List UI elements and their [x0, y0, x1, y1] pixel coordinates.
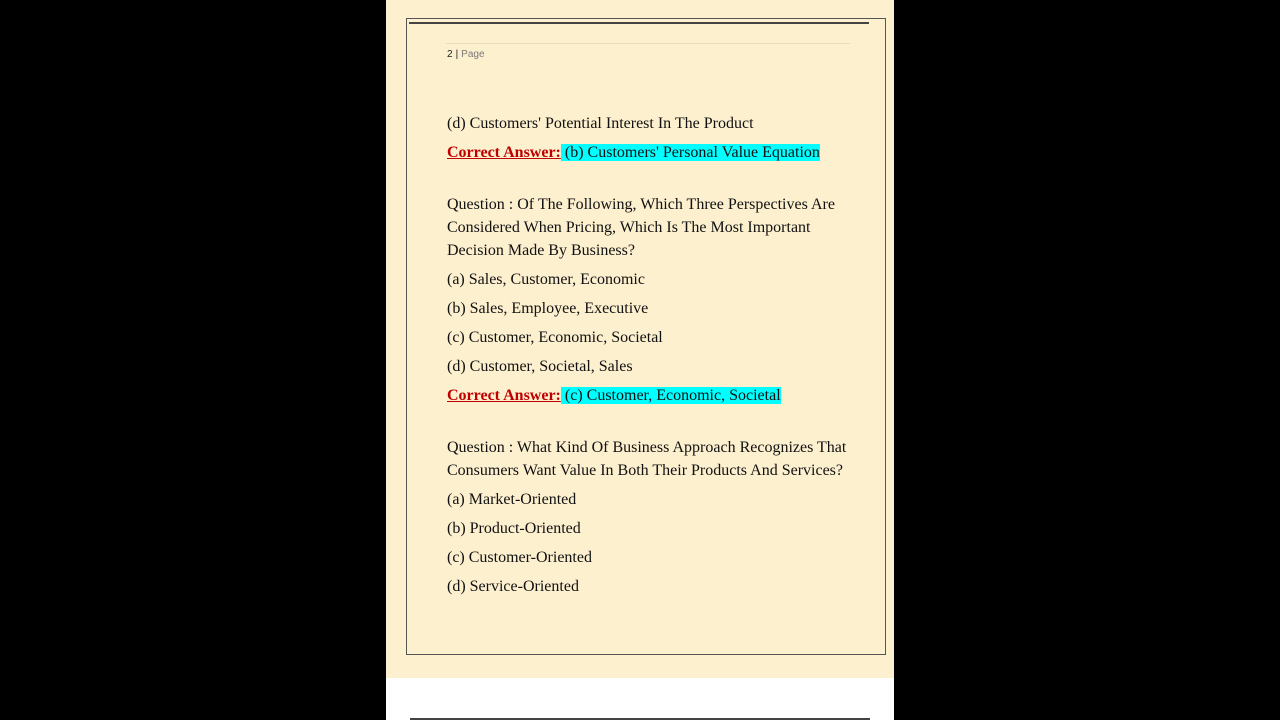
page-number-value: 2 — [447, 49, 453, 60]
correct-answer-label: Correct Answer: — [447, 387, 561, 404]
option-line: (b) Product-Oriented — [447, 520, 581, 537]
correct-answer-value: (b) Customers' Personal Value Equation — [560, 144, 820, 161]
correct-answer — [447, 384, 847, 407]
page-word: Page — [461, 49, 485, 60]
top-rule — [409, 22, 869, 24]
option-line: (b) Sales, Employee, Executive — [447, 300, 649, 317]
page-content — [447, 112, 847, 604]
page-number-separator: | — [455, 49, 459, 60]
question-text: Question : What Kind Of Business Approach Recognizes That Consumers Want Value In Both Their Products And Services? — [447, 439, 847, 479]
correct-answer-value: (c) Customer, Economic, Societal — [560, 387, 781, 404]
next-page-edge — [386, 678, 894, 720]
header-rule — [446, 43, 850, 44]
option-line: (c) Customer, Economic, Societal — [447, 329, 663, 346]
document-page — [386, 0, 894, 678]
option-line: (d) Customers' Potential Interest In The Product — [447, 115, 754, 132]
correct-answer — [447, 141, 847, 164]
option-line: (a) Sales, Customer, Economic — [447, 271, 645, 288]
correct-answer-label: Correct Answer: — [447, 144, 561, 161]
option-line: (c) Customer-Oriented — [447, 549, 592, 566]
option-line: (d) Customer, Societal, Sales — [447, 358, 633, 375]
spacer — [447, 170, 847, 193]
page-number — [447, 49, 485, 60]
question-text: Question : Of The Following, Which Three Perspectives Are Considered When Pricing, Which Is The Most Important Decision Made By Business? — [447, 196, 835, 259]
option-line: (d) Service-Oriented — [447, 578, 579, 595]
spacer — [447, 413, 847, 436]
option-line: (a) Market-Oriented — [447, 491, 577, 508]
